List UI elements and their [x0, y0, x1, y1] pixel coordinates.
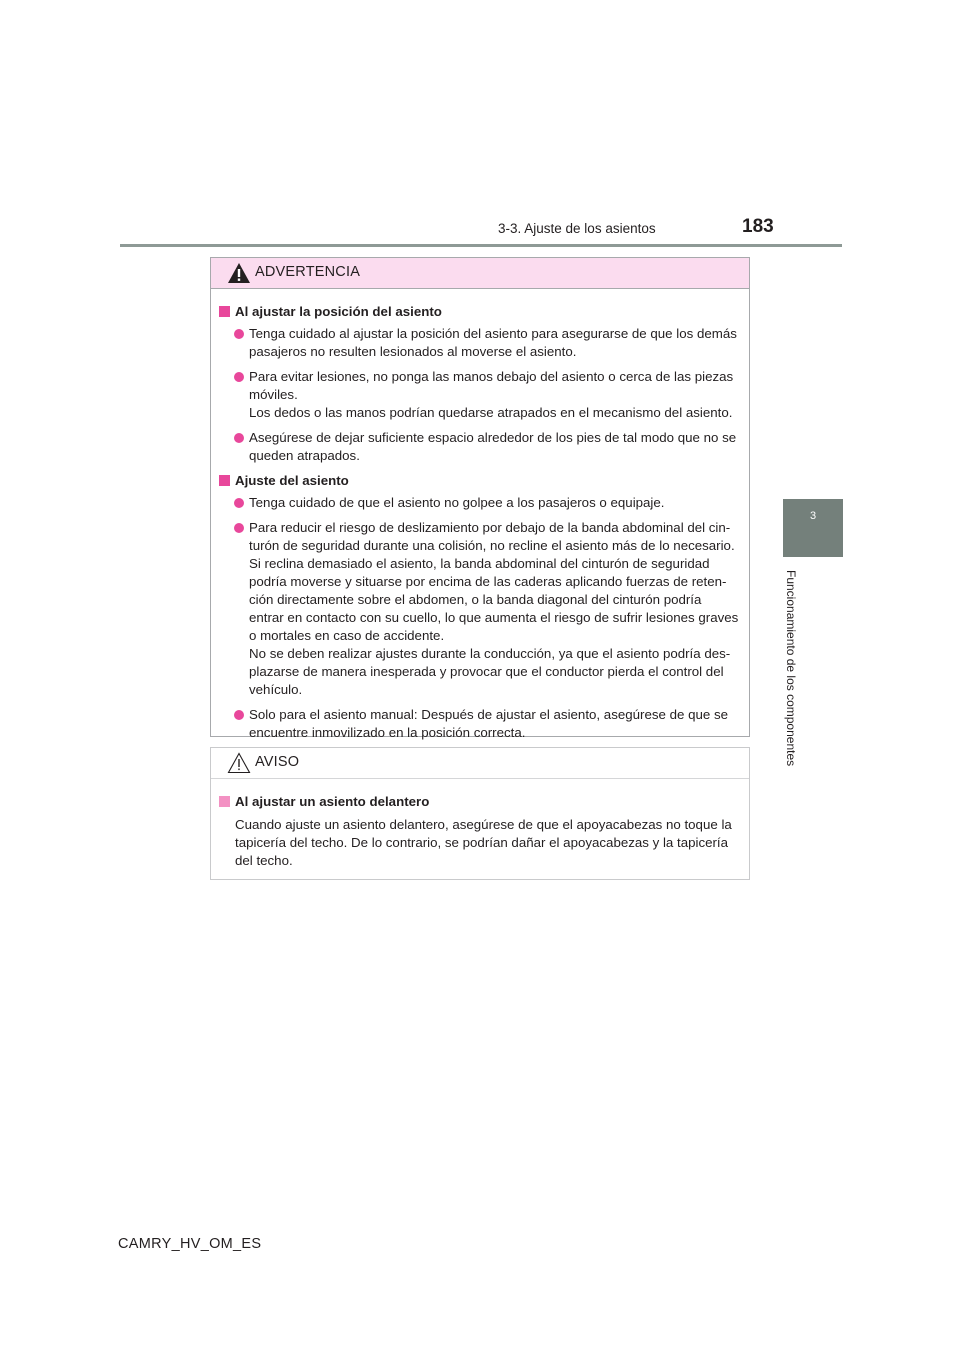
list-item — [219, 494, 743, 512]
item-line: ción directamente sobre el abdomen, o la banda diagonal del cinturón podría — [249, 592, 702, 607]
header-rule — [120, 244, 842, 247]
item-line: entrar en contacto con su cuello, lo que aumenta el riesgo de sufrir lesiones graves — [249, 610, 739, 625]
chapter-tab — [783, 499, 843, 557]
list-item — [219, 519, 743, 699]
round-bullet-icon — [234, 523, 244, 533]
item-line: No se deben realizar ajustes durante la conducción, ya que el asiento podría des- — [249, 646, 731, 661]
item-line: queden atrapados. — [249, 448, 360, 463]
list-item — [219, 325, 743, 361]
caution-triangle-icon — [227, 752, 251, 774]
chapter-side-label-text: Funcionamiento de los componentes — [784, 570, 798, 767]
warning-section-heading — [219, 303, 743, 321]
round-bullet-icon — [234, 329, 244, 339]
item-line: Tenga cuidado de que el asiento no golpee a los pasajeros o equipaje. — [249, 495, 665, 510]
paragraph-line: tapicería del techo. De lo contrario, se podrían dañar el apoyacabezas y la tapicería — [235, 835, 729, 850]
item-line: o mortales en caso de accidente. — [249, 628, 445, 643]
round-bullet-icon — [234, 372, 244, 382]
section-heading-text: Ajuste del asiento — [235, 473, 349, 488]
item-line: Para evitar lesiones, no ponga las manos debajo del asiento o cerca de las piezas — [249, 369, 734, 384]
section-heading-text: Al ajustar la posición del asiento — [235, 304, 442, 319]
item-line: Para reducir el riesgo de deslizamiento por debajo de la banda abdominal del cin- — [249, 520, 731, 535]
notice-header — [211, 748, 749, 779]
list-item — [219, 368, 743, 422]
footer-manual-code: CAMRY_HV_OM_ES — [118, 1236, 262, 1252]
warning-triangle-icon — [227, 262, 251, 284]
item-line: pasajeros no resulten lesionados al moverse el asiento. — [249, 344, 577, 359]
list-item — [219, 429, 743, 465]
warning-header — [211, 258, 749, 289]
warning-body — [211, 289, 749, 742]
item-line: Los dedos o las manos podrían quedarse atrapados en el mecanismo del asiento. — [249, 405, 733, 420]
notice-body — [211, 779, 749, 870]
square-bullet-icon — [219, 306, 230, 317]
item-line: Asegúrese de dejar suficiente espacio alrededor de los pies de tal modo que no se — [249, 430, 737, 445]
header-section-title: 3-3. Ajuste de los asientos — [498, 221, 656, 236]
item-line: Tenga cuidado al ajustar la posición del asiento para asegurarse de que los demás — [249, 326, 737, 341]
item-line: encuentre inmovilizado en la posición correcta. — [249, 725, 526, 740]
item-line: móviles. — [249, 387, 298, 402]
notice-paragraph — [219, 816, 743, 870]
chapter-tab-number: 3 — [809, 510, 817, 522]
warning-title: ADVERTENCIA — [255, 264, 361, 280]
item-line: vehículo. — [249, 682, 303, 697]
square-bullet-icon — [219, 796, 230, 807]
item-line: podría moverse y situarse por encima de las caderas aplicando fuerzas de reten- — [249, 574, 727, 589]
chapter-side-label — [780, 570, 802, 780]
item-line: Solo para el asiento manual: Después de ajustar el asiento, asegúrese de que se — [249, 707, 728, 722]
list-item — [219, 706, 743, 742]
square-bullet-icon — [219, 475, 230, 486]
item-line: turón de seguridad durante una colisión, no recline el asiento más de lo necesario. — [249, 538, 735, 553]
round-bullet-icon — [234, 498, 244, 508]
item-line: plazarse de manera inesperada y provocar que el conductor pierda el control del — [249, 664, 724, 679]
warning-box — [210, 257, 750, 740]
section-heading-text: Al ajustar un asiento delantero — [235, 794, 430, 809]
notice-box — [210, 747, 750, 880]
notice-title: AVISO — [255, 754, 300, 770]
round-bullet-icon — [234, 433, 244, 443]
page-number: 183 — [742, 216, 774, 237]
item-line: Si reclina demasiado el asiento, la banda abdominal del cinturón de seguridad — [249, 556, 710, 571]
warning-section-heading — [219, 472, 743, 490]
round-bullet-icon — [234, 710, 244, 720]
notice-section-heading — [219, 793, 743, 811]
paragraph-line: Cuando ajuste un asiento delantero, asegúrese de que el apoyacabezas no toque la — [235, 817, 732, 832]
paragraph-line: del techo. — [235, 853, 293, 868]
